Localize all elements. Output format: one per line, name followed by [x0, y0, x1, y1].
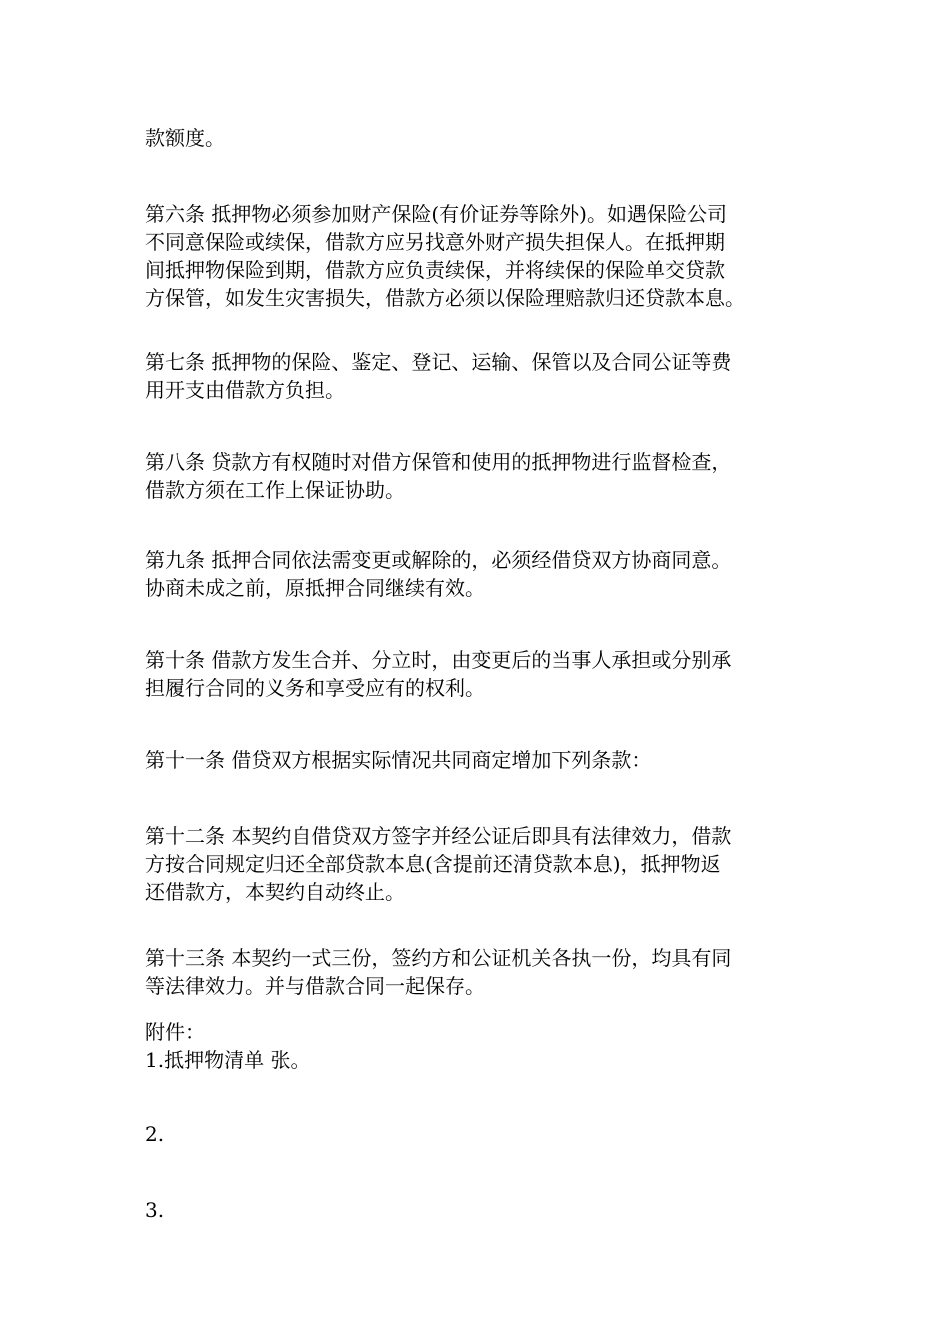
text-line: 第九条 抵押合同依法需变更或解除的，必须经借贷双方协商同意。	[145, 548, 732, 572]
paragraph-continuation	[145, 124, 815, 152]
text-line: 还借款方，本契约自动终止。	[145, 880, 405, 904]
article-8	[145, 448, 815, 504]
attachment-item-2	[145, 1120, 815, 1148]
text-line: 间抵押物保险到期，借款方应负责续保，并将续保的保险单交贷款	[145, 258, 725, 282]
attachment-item-3	[145, 1196, 815, 1224]
text-line: 第六条 抵押物必须参加财产保险(有价证券等除外)。如遇保险公司	[145, 202, 727, 226]
attachment-item-1: 1.抵押物清单 张。	[145, 1048, 311, 1072]
text-line: 第十一条 借贷双方根据实际情况共同商定增加下列条款：	[145, 748, 652, 772]
text-line: 第七条 抵押物的保险、鉴定、登记、运输、保管以及合同公证等费	[145, 350, 732, 374]
text-line: 第十二条 本契约自借贷双方签字并经公证后即具有法律效力，借款	[145, 824, 732, 848]
article-9	[145, 546, 815, 602]
text-line: 第八条 贷款方有权随时对借方保管和使用的抵押物进行监督检查，	[145, 450, 732, 474]
attachments	[145, 1018, 815, 1074]
text-line: 第十三条 本契约一式三份，签约方和公证机关各执一份，均具有同	[145, 946, 732, 970]
text-line: 等法律效力。并与借款合同一起保存。	[145, 974, 485, 998]
article-6	[145, 200, 815, 312]
text-line: 担履行合同的义务和享受应有的权利。	[145, 676, 485, 700]
text-line: 协商未成之前，原抵押合同继续有效。	[145, 576, 485, 600]
text-line: 2.	[145, 1122, 165, 1146]
text-line: 不同意保险或续保，借款方应另找意外财产损失担保人。在抵押期	[145, 230, 725, 254]
article-13	[145, 944, 815, 1000]
article-7	[145, 348, 815, 404]
text-line: 款额度。	[145, 126, 225, 150]
attachment-label: 附件：	[145, 1020, 205, 1044]
text-line: 方按合同规定归还全部贷款本息(含提前还清贷款本息)，抵押物返	[145, 852, 721, 876]
text-line: 借款方须在工作上保证协助。	[145, 478, 405, 502]
text-line: 第十条 借款方发生合并、分立时，由变更后的当事人承担或分别承	[145, 648, 732, 672]
text-line: 方保管，如发生灾害损失，借款方必须以保险理赔款归还贷款本息。	[145, 286, 745, 310]
article-11	[145, 746, 815, 774]
text-line: 3.	[145, 1198, 165, 1222]
article-12	[145, 822, 815, 906]
text-line: 用开支由借款方负担。	[145, 378, 345, 402]
article-10	[145, 646, 815, 702]
